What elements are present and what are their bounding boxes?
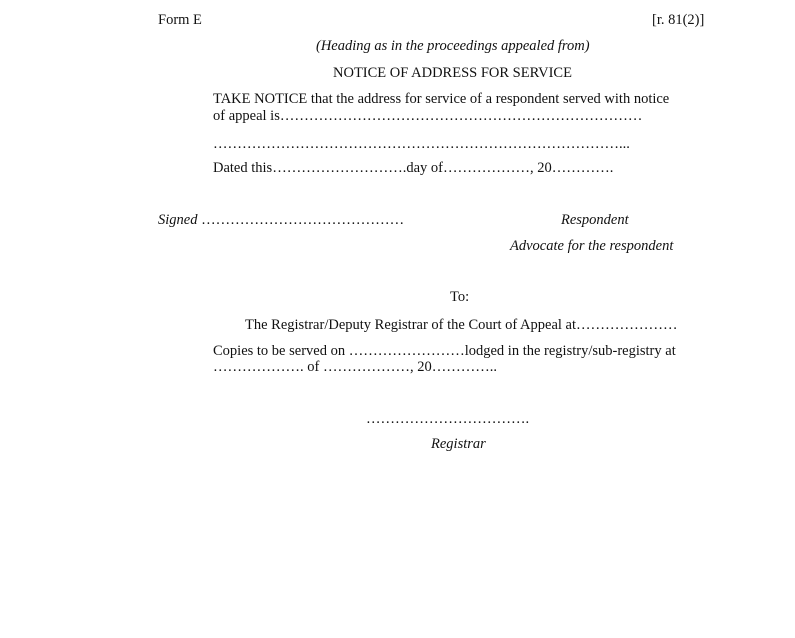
registrar-label: Registrar [431,436,486,452]
form-label: Form E [158,12,202,28]
notice-line-3: …………………………………………………………………………... [213,136,630,152]
registrar-address-line: The Registrar/Deputy Registrar of the Court of Appeal at………………… [245,317,678,333]
heading-note: (Heading as in the proceedings appealed from) [316,38,590,54]
registrar-signature-dots: ……………………………. [366,411,530,427]
dated-line: Dated this……………………….day of………………, 20…………. [213,160,614,176]
advocate-label: Advocate for the respondent [510,238,674,254]
copies-line-2: ………………. of ………………, 20………….. [213,359,497,375]
respondent-label: Respondent [561,212,629,228]
signed-label: Signed [158,212,198,228]
rule-reference: [r. 81(2)] [652,12,705,28]
notice-line-1: TAKE NOTICE that the address for service of a respondent served with notice [213,91,670,107]
notice-line-2: of appeal is………………………………………………………………… [213,108,643,124]
copies-line-1: Copies to be served on ……………………lodged in the registry/sub-registry at [213,343,676,359]
page-title: NOTICE OF ADDRESS FOR SERVICE [333,65,572,81]
to-label: To: [450,289,470,305]
signed-line [158,212,404,229]
signed-dots: …………………………………… [197,212,405,228]
